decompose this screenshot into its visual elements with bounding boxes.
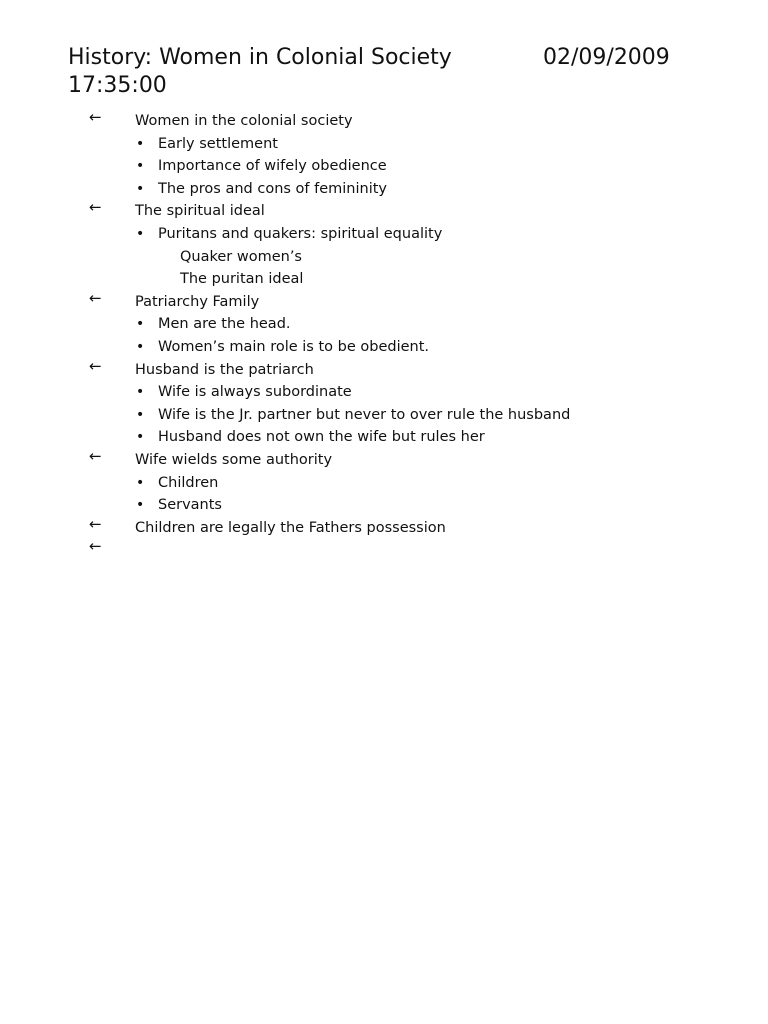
title-date: 02/09/2009 [543,45,670,70]
bullet-icon: • [136,180,145,197]
outline-heading: Husband is the patriarch [135,361,314,378]
bullet-item-row [0,223,768,246]
sub-item: Quaker women’s [180,248,302,265]
bullet-icon: • [136,474,145,491]
outline-heading-row [0,200,768,223]
bullet-item: Husband does not own the wife but rules her [158,429,485,446]
bullet-item: Servants [158,497,222,514]
bullet-icon: • [136,316,145,333]
bullet-item: Importance of wifely obedience [158,158,387,175]
outline-heading-row [0,446,768,472]
bullet-icon: • [136,384,145,401]
arrow-icon: ← [89,108,102,126]
bullet-icon: • [136,135,145,152]
bullet-icon: • [136,338,145,355]
bullet-item: Wife is always subordinate [158,384,352,401]
bullet-item-row [0,472,768,495]
outline-heading: The spiritual ideal [135,203,265,220]
sub-item: The puritan ideal [180,271,304,288]
outline-heading: Children are legally the Fathers possession [135,519,446,536]
outline-heading: Patriarchy Family [135,293,260,310]
sub-item-row [0,246,768,269]
bullet-item-row [0,155,768,178]
bullet-item-row [0,336,768,359]
outline-list [0,110,768,562]
arrow-icon: ← [89,514,102,533]
sub-item-row [0,268,768,291]
outline-heading-row [0,539,768,562]
title-time: 17:35:00 [68,73,167,98]
bullet-item-row [0,494,768,517]
arrow-icon: ← [89,198,102,217]
bullet-item-row [0,426,768,449]
arrow-icon: ← [89,537,102,556]
bullet-item-row [0,404,768,427]
outline-heading-row [0,514,768,540]
outline-heading-row [0,288,768,314]
bullet-item-row [0,178,768,201]
bullet-item: Children [158,474,219,491]
bullet-item: Men are the head. [158,316,291,333]
bullet-icon: • [136,406,145,423]
arrow-icon: ← [89,288,102,307]
bullet-item-row [0,133,768,156]
bullet-item: Women’s main role is to be obedient. [158,338,430,355]
bullet-item: Puritans and quakers: spiritual equality [158,225,443,242]
bullet-item: Early settlement [158,135,278,152]
outline-heading: Wife wields some authority [135,451,333,468]
outline-heading-row [0,356,768,382]
bullet-item-row [0,313,768,336]
bullet-item: Wife is the Jr. partner but never to over rule the husband [158,406,571,423]
outline-heading-row [0,110,768,133]
bullet-icon: • [136,497,145,514]
arrow-icon: ← [89,356,102,375]
outline-heading: Women in the colonial society [135,113,353,129]
bullet-item: The pros and cons of femininity [158,180,388,197]
bullet-icon: • [136,158,145,175]
bullet-item-row [0,381,768,404]
bullet-icon: • [136,429,145,446]
page-title: History: Women in Colonial Society [68,45,452,70]
arrow-icon: ← [89,446,102,465]
bullet-icon: • [136,225,145,242]
